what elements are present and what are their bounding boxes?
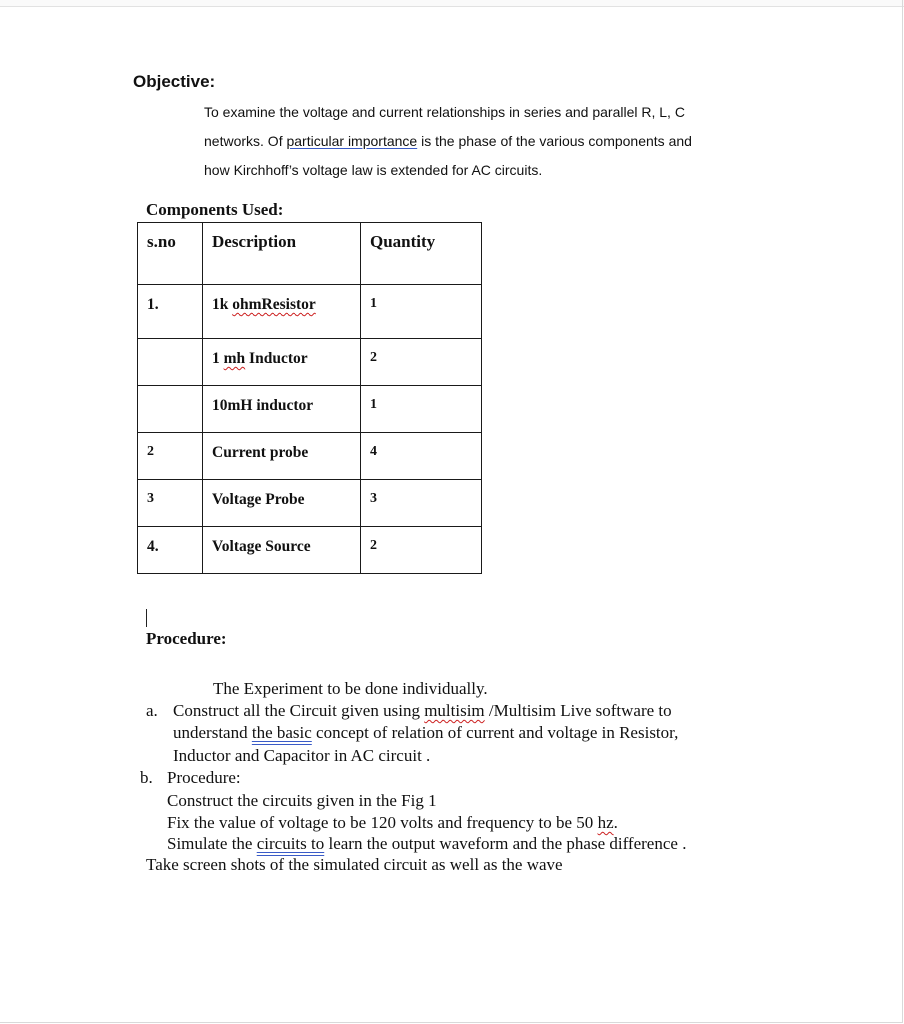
list-item-b-line-4: Take screen shots of the simulated circuit as well as the wave	[146, 855, 563, 874]
grammar-marked-phrase: the basic	[251, 723, 312, 742]
text-cursor	[146, 609, 147, 627]
objective-line-3: how Kirchhoff’s voltage law is extended for AC circuits.	[204, 162, 543, 178]
procedure-heading: Procedure:	[146, 629, 227, 648]
procedure-intro: The Experiment to be done individually.	[213, 679, 488, 698]
list-item-a-line-1	[173, 701, 672, 721]
objective-heading: Objective:	[133, 72, 216, 91]
objective-line-2-post: is the phase of the various components and	[417, 133, 692, 149]
table-row	[138, 480, 482, 527]
cell-sno: 3	[138, 480, 203, 527]
grammar-marked-phrase: circuits to	[256, 834, 325, 853]
cell-quantity: 1	[361, 285, 482, 339]
components-table	[137, 222, 482, 574]
list-item-b-title: Procedure:	[167, 768, 241, 787]
cell-description	[203, 339, 361, 386]
table-row	[138, 339, 482, 386]
cell-quantity: 2	[361, 527, 482, 574]
text: learn the output waveform and the phase difference .	[324, 834, 687, 853]
list-item-b-line-1: Construct the circuits given in the Fig 1	[167, 791, 437, 810]
text: Construct all the Circuit given using	[173, 701, 425, 720]
column-header-quantity: Quantity	[361, 223, 482, 285]
objective-line-2-pre: networks. Of	[204, 133, 287, 149]
column-header-description: Description	[203, 223, 361, 285]
spellcheck-marked-word: mh	[223, 350, 246, 367]
text: understand	[173, 723, 252, 742]
cell-quantity: 2	[361, 339, 482, 386]
list-item-a-label: a.	[146, 701, 158, 720]
cell-sno: 2	[138, 433, 203, 480]
objective-line-1: To examine the voltage and current relationships in series and parallel R, L, C	[204, 104, 685, 120]
list-item-a-line-2	[173, 723, 678, 743]
text: Simulate the	[167, 834, 257, 853]
cell-sno: 4.	[138, 527, 203, 574]
list-item-a-line-3: Inductor and Capacitor in AC circuit .	[173, 746, 431, 765]
components-heading: Components Used:	[146, 200, 284, 219]
text: /Multisim Live software to	[484, 701, 672, 720]
description-text-post: Inductor	[245, 350, 308, 367]
cell-description: Voltage Probe	[203, 480, 361, 527]
description-text: 1k	[212, 296, 233, 313]
cell-sno	[138, 339, 203, 386]
cell-description	[203, 285, 361, 339]
text: Fix the value of voltage to be 120 volts and frequency to be 50	[167, 813, 598, 832]
spellcheck-marked-word: hz	[597, 813, 614, 832]
list-item-b-label: b.	[140, 768, 153, 787]
table-row	[138, 386, 482, 433]
cell-description: Voltage Source	[203, 527, 361, 574]
column-header-sno: s.no	[138, 223, 203, 285]
table-row	[138, 285, 482, 339]
cell-description: 10mH inductor	[203, 386, 361, 433]
table-row	[138, 433, 482, 480]
list-item-b-line-3	[167, 834, 686, 854]
list-item-b-line-2	[167, 813, 618, 833]
spellcheck-marked-word: multisim	[424, 701, 485, 720]
text: .	[613, 813, 618, 832]
spellcheck-marked-word: ohmResistor	[232, 296, 316, 313]
text: concept of relation of current and voltage in Resistor,	[311, 723, 679, 742]
table-row	[138, 527, 482, 574]
page-top-edge	[0, 0, 904, 7]
cell-description: Current probe	[203, 433, 361, 480]
description-text: 1	[212, 350, 224, 367]
cell-sno: 1.	[138, 285, 203, 339]
cell-quantity: 1	[361, 386, 482, 433]
cell-sno	[138, 386, 203, 433]
table-header-row	[138, 223, 482, 285]
cell-quantity: 4	[361, 433, 482, 480]
objective-underlined-phrase: particular importance	[286, 133, 418, 149]
objective-line-2	[204, 133, 692, 149]
cell-quantity: 3	[361, 480, 482, 527]
